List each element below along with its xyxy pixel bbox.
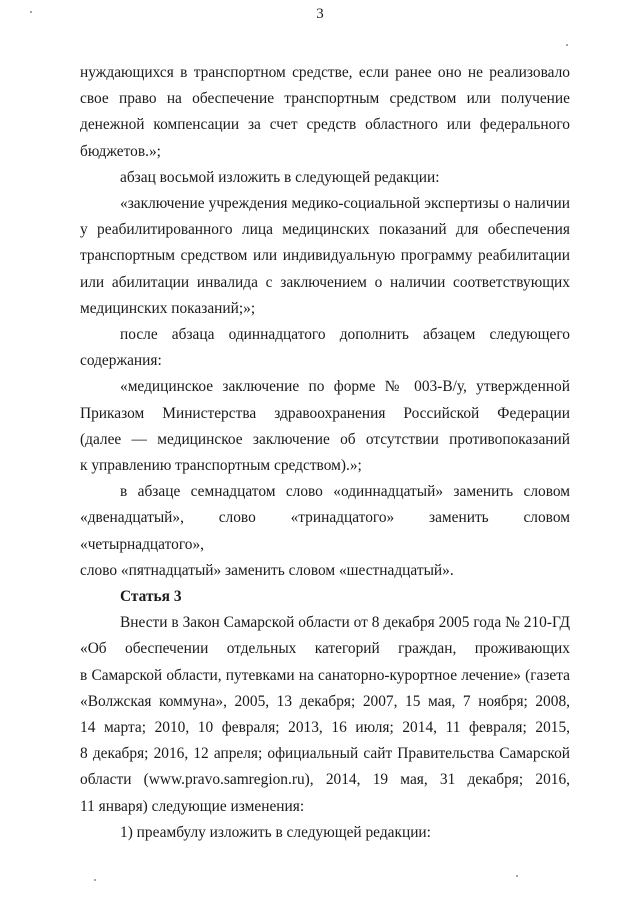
page-number: 3 [316,6,324,22]
paragraph-line: области (www.pravo.samregion.ru), 2014, 19 мая, 31 декабря; 2016, [80,771,570,789]
paragraph [80,322,570,374]
paragraph-line: медицинских показаний;»; [80,299,256,317]
paragraph-line: нуждающихся в транспортном средстве, если ранее оно не реализовало [80,64,570,81]
scan-speck [94,879,96,881]
paragraph-line: или абилитации инвалида с заключением о наличии соответствующих [80,273,570,291]
paragraph [80,479,570,584]
paragraph-line: бюджетов.»; [80,142,161,160]
paragraph-line: абзац восьмой изложить в следующей редакции: [120,168,440,186]
scan-speck [516,875,518,877]
paragraph [80,191,570,322]
paragraph [80,820,570,846]
paragraph-line: слово «пятнадцатый» заменить словом «шестнадцатый». [80,561,454,579]
scan-speck [30,11,32,13]
paragraph-line: «Волжская коммуна», 2005, 13 декабря; 2007, 15 мая, 7 ноября; 2008, [80,692,570,710]
article-heading [80,584,570,610]
paragraph-line: в Самарской области, путевками на санаторно-курортное лечение» (газета [80,666,570,684]
paragraph-line: 11 января) следующие изменения: [80,797,305,815]
paragraph-line: у реабилитированного лица медицинских показаний для обеспечения [80,221,570,239]
paragraph [80,165,570,191]
paragraph-line: 14 марта; 2010, 10 февраля; 2013, 16 июля; 2014, 11 февраля; 2015, [80,719,570,737]
paragraph-line: «медицинское заключение по форме № 003-В/у, утвержденной [120,378,570,396]
paragraph-line: в абзаце семнадцатом слово «одиннадцатый» заменить словом [120,483,570,501]
heading-text: Статья 3 [120,588,182,606]
paragraph-line: «Об обеспечении отдельных категорий граждан, проживающих [80,640,570,658]
paragraph-line: «заключение учреждения медико-социальной экспертизы о наличии [120,195,570,213]
paragraph-line: 1) преамбулу изложить в следующей редакции: [120,823,431,841]
paragraph-line: содержания: [80,352,162,370]
paragraph-line: «двенадцатый», слово «тринадцатого» заменить словом «четырнадцатого», [80,509,570,553]
paragraph [80,60,570,165]
paragraph-line: 8 декабря; 2016, 12 апреля; официальный сайт Правительства Самарской [80,745,570,763]
paragraph-line: (далее — медицинское заключение об отсутствии противопоказаний [80,430,570,448]
paragraph-line: к управлению транспортным средством).»; [80,457,362,475]
paragraph-line: Приказом Министерства здравоохранения Российской Федерации [80,404,570,422]
paragraph-line: денежной компенсации за счет средств областного или федерального [80,116,570,134]
paragraph-line: после абзаца одиннадцатого дополнить абзацем следующего [120,326,570,344]
paragraph-line: транспортным средством или индивидуальную программу реабилитации [80,247,570,265]
paragraph-line: свое право на обеспечение транспортным средством или получение [80,90,570,108]
paragraph [80,610,570,820]
scan-speck [566,44,568,46]
document-body [80,60,570,846]
paragraph-line: Внести в Закон Самарской области от 8 декабря 2005 года № 210-ГД [120,614,570,632]
paragraph [80,374,570,479]
